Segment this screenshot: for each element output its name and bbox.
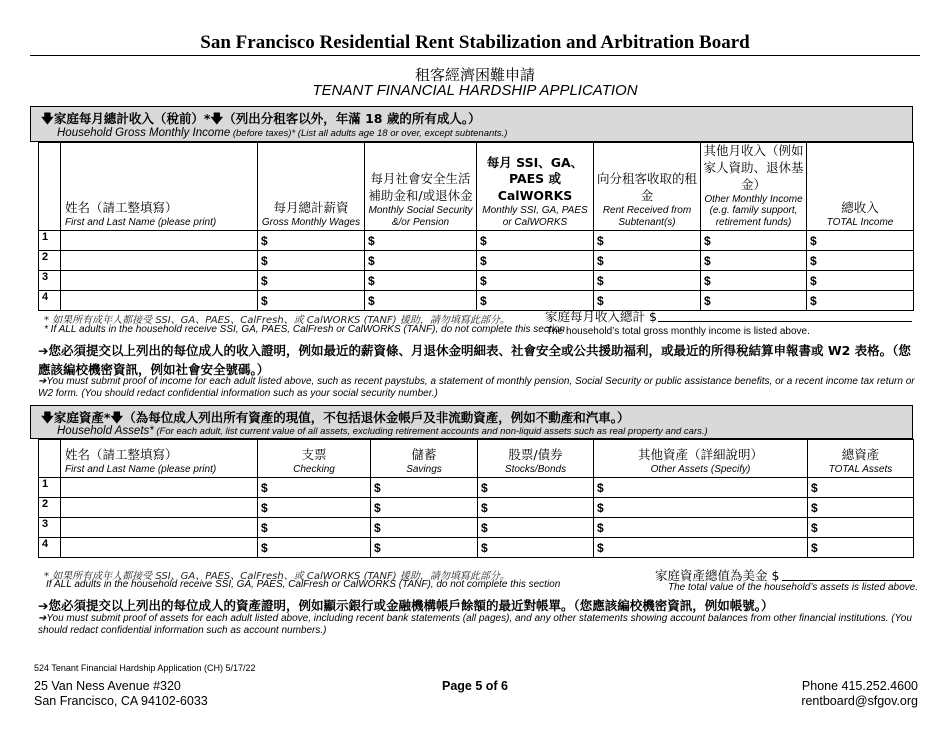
income-name-header: 姓名（請工整填寫） First and Last Name (please print) (61, 143, 258, 231)
income-proof-en: ➔You must submit proof of income for each adult listed above, such as recent paystubs, a statement of monthly pension, Social Security or public assistance benefits, or a recent income tax return or W2 form. (You should redact confidential information such as your social security number.) (38, 376, 915, 399)
assets-amount-cell[interactable]: $ (371, 498, 478, 518)
assets-name-cell[interactable] (61, 478, 258, 498)
assets-table (38, 439, 914, 558)
income-amount-cell[interactable]: $ (477, 251, 594, 271)
income-row (39, 251, 914, 271)
income-amount-cell[interactable]: $ (594, 251, 701, 271)
income-amount-cell[interactable]: $ (807, 251, 914, 271)
assets-amount-cell[interactable]: $ (258, 518, 371, 538)
income-row-number-header (39, 143, 61, 231)
assets-proof-zh: ➔您必須提交以上列出的每位成人的資產證明，例如顯示銀行或金融機構帳戶餘額的最近對帳單。（您應該編校機密資訊，例如帳號。） (38, 598, 774, 613)
assets-section-header (30, 405, 913, 439)
assets-amount-cell[interactable]: $ (808, 538, 914, 558)
income-footnote-zh: * 如果所有成年人都接受 SSI、GA、PAES、CalFresh、或 CalWORKS (TANF) 援助，請勿填寫此部分。 (44, 315, 510, 326)
income-amount-cell[interactable]: $ (365, 231, 477, 251)
income-footnote-en: * If ALL adults in the household receive SSI, GA, PAES, CalFresh or CalWORKS (TANF), do not complete this section (44, 324, 565, 335)
income-amount-cell[interactable]: $ (807, 271, 914, 291)
income-ssi-header: 每月 SSI、GA、PAES 或 CalWORKS Monthly SSI, GA, PAES or CalWORKS (477, 143, 594, 231)
income-amount-cell[interactable]: $ (701, 251, 807, 271)
income-amount-cell[interactable]: $ (807, 291, 914, 311)
income-social-security-header: 每月社會安全生活補助金和/或退休金 Monthly Social Security &/or Pension (365, 143, 477, 231)
assets-name-cell[interactable] (61, 498, 258, 518)
income-amount-cell[interactable]: $ (258, 271, 365, 291)
income-amount-cell[interactable]: $ (807, 231, 914, 251)
assets-proof-en: ➔You must submit proof of assets for each adult listed above, including recent bank statements (all pages), and any other statements showing account balances from other financial institutions. (You should redact confidential information such as account numbers.) (38, 613, 912, 636)
income-amount-cell[interactable]: $ (701, 231, 807, 251)
income-name-cell[interactable] (61, 231, 258, 251)
assets-row-number: 2 (39, 498, 61, 518)
assets-footnote-en: If ALL adults in the household receive SSI, GA, PAES, CalFresh or CalWORKS (TANF), do not complete this section (46, 579, 561, 590)
income-amount-cell[interactable]: $ (477, 231, 594, 251)
assets-amount-cell[interactable]: $ (478, 498, 594, 518)
phone: Phone 415.252.4600 (801, 679, 918, 693)
income-amount-cell[interactable]: $ (258, 291, 365, 311)
board-title: San Francisco Residential Rent Stabilization and Arbitration Board (200, 32, 750, 53)
income-total-label: 家庭每月收入總計 $ (545, 309, 657, 324)
income-total-header: 總收入 TOTAL Income (807, 143, 914, 231)
assets-heading-zh: 🡇家庭資產*🡇（為每位成人列出所有資產的現值，不包括退休金帳戶及非流動資產，例如不動產和汽車。） (41, 410, 630, 425)
assets-footnote-zh: * 如果所有成年人都接受 SSI、GA、PAES、CalFresh、或 CalWORKS (TANF) 援助，請勿填寫此部分。 (44, 571, 510, 582)
income-row-number: 3 (39, 271, 61, 291)
assets-total-note: The total value of the household’s assets is listed above. (668, 582, 918, 593)
income-subtenant-rent-header: 向分租客收取的租金 Rent Received from Subtenant(s) (594, 143, 701, 231)
income-amount-cell[interactable]: $ (365, 291, 477, 311)
income-amount-cell[interactable]: $ (477, 291, 594, 311)
assets-row-number: 3 (39, 518, 61, 538)
address-line-2: San Francisco, CA 94102-6033 (34, 694, 208, 708)
assets-amount-cell[interactable]: $ (478, 538, 594, 558)
assets-row-number-header (39, 440, 61, 478)
income-name-cell[interactable] (61, 271, 258, 291)
income-amount-cell[interactable]: $ (594, 231, 701, 251)
page-number: Page 5 of 6 (442, 679, 508, 693)
email[interactable]: rentboard@sfgov.org (801, 694, 918, 708)
income-amount-cell[interactable]: $ (477, 271, 594, 291)
income-name-cell[interactable] (61, 251, 258, 271)
income-row-number: 1 (39, 231, 61, 251)
assets-name-cell[interactable] (61, 538, 258, 558)
income-amount-cell[interactable]: $ (701, 291, 807, 311)
income-name-cell[interactable] (61, 291, 258, 311)
assets-amount-cell[interactable]: $ (258, 498, 371, 518)
assets-amount-cell[interactable]: $ (594, 518, 808, 538)
assets-amount-cell[interactable]: $ (594, 478, 808, 498)
assets-row-number: 1 (39, 478, 61, 498)
assets-row (39, 538, 914, 558)
assets-amount-cell[interactable]: $ (478, 518, 594, 538)
income-amount-cell[interactable]: $ (594, 271, 701, 291)
income-row (39, 291, 914, 311)
assets-name-header: 姓名（請工整填寫） First and Last Name (please print) (61, 440, 258, 478)
income-total-field[interactable] (658, 320, 912, 322)
assets-amount-cell[interactable]: $ (371, 478, 478, 498)
assets-row-number: 4 (39, 538, 61, 558)
income-heading-zh: 🡇家庭每月總計收入（稅前）*🡇（列出分租客以外，年滿 18 歲的所有成人。） (41, 111, 481, 126)
income-amount-cell[interactable]: $ (258, 251, 365, 271)
assets-stocks-header: 股票/債券 Stocks/Bonds (478, 440, 594, 478)
assets-amount-cell[interactable]: $ (371, 518, 478, 538)
income-section-header (30, 106, 913, 142)
income-other-header: 其他月收入（例如家人資助、退休基金） Other Monthly Income (e.g. family support, retirement funds) (701, 143, 807, 231)
assets-amount-cell[interactable]: $ (371, 538, 478, 558)
assets-amount-cell[interactable]: $ (258, 538, 371, 558)
assets-heading-en: Household Assets* (For each adult, list current value of all assets, excluding retirement accounts and non-liquid assets such as real property and cars.) (57, 425, 708, 437)
income-amount-cell[interactable]: $ (701, 271, 807, 291)
income-heading-en: Household Gross Monthly Income (before taxes)* (List all adults age 18 or over, except subtenants.) (57, 127, 508, 139)
form-title-en: TENANT FINANCIAL HARDSHIP APPLICATION (312, 82, 638, 99)
form-title-zh: 租客經濟困難申請 (414, 66, 535, 84)
assets-savings-header: 儲蓄 Savings (371, 440, 478, 478)
address-line-1: 25 Van Ness Avenue #320 (34, 679, 181, 693)
income-amount-cell[interactable]: $ (258, 231, 365, 251)
income-row-number: 4 (39, 291, 61, 311)
assets-total-field[interactable] (782, 579, 912, 581)
assets-total-header: 總資產 TOTAL Assets (808, 440, 914, 478)
income-total-note: The household’s total gross monthly income is listed above. (546, 326, 810, 337)
income-proof-zh: ➔您必須提交以上列出的每位成人的收入證明，例如最近的薪資條、月退休金明細表、社會安全或公共援助福利，或最近的所得稅結算申報書或 W2 表格。（您應該編校機密資訊，例如社會安全號碼。） (38, 343, 911, 377)
assets-amount-cell[interactable]: $ (808, 498, 914, 518)
income-row (39, 231, 914, 251)
assets-amount-cell[interactable]: $ (808, 518, 914, 538)
assets-amount-cell[interactable]: $ (808, 478, 914, 498)
assets-amount-cell[interactable]: $ (258, 478, 371, 498)
income-wages-header: 每月總計薪資 Gross Monthly Wages (258, 143, 365, 231)
assets-amount-cell[interactable]: $ (594, 538, 808, 558)
income-amount-cell[interactable]: $ (365, 251, 477, 271)
assets-amount-cell[interactable]: $ (594, 498, 808, 518)
income-row (39, 271, 914, 291)
assets-name-cell[interactable] (61, 518, 258, 538)
form-id: 524 Tenant Financial Hardship Application (CH) 5/17/22 (34, 663, 256, 673)
assets-checking-header: 支票 Checking (258, 440, 371, 478)
assets-other-header: 其他資產（詳細說明） Other Assets (Specify) (594, 440, 808, 478)
assets-row (39, 518, 914, 538)
income-amount-cell[interactable]: $ (594, 291, 701, 311)
assets-row (39, 498, 914, 518)
income-amount-cell[interactable]: $ (365, 271, 477, 291)
assets-row (39, 478, 914, 498)
income-table (38, 142, 914, 311)
income-row-number: 2 (39, 251, 61, 271)
assets-total-label: 家庭資產總值為美金 $ (655, 568, 780, 583)
header-rule (30, 55, 920, 56)
assets-amount-cell[interactable]: $ (478, 478, 594, 498)
